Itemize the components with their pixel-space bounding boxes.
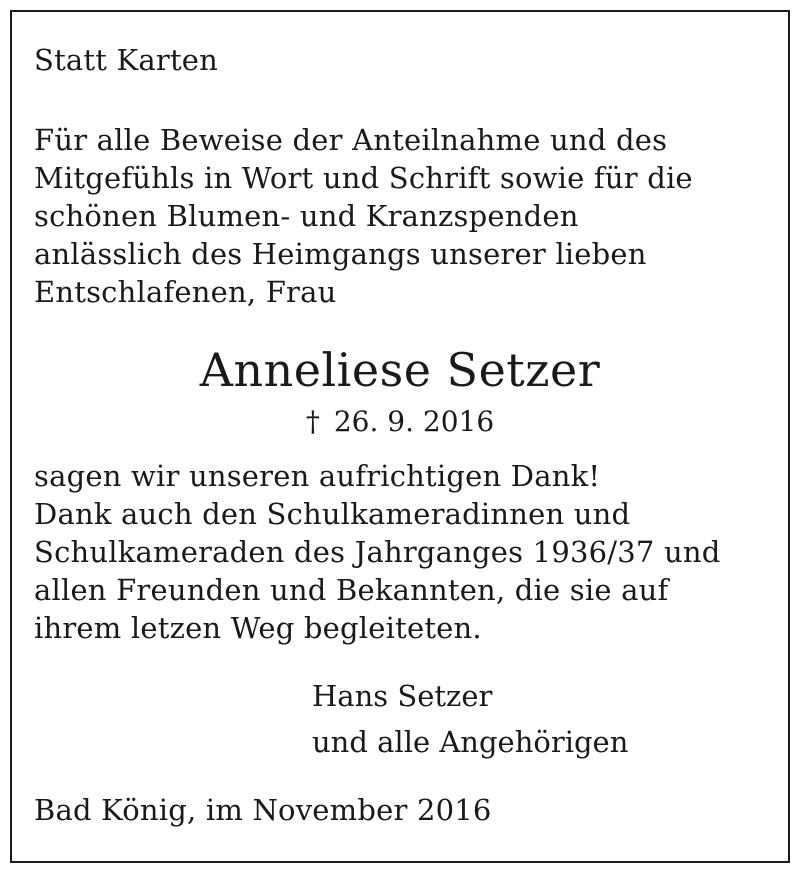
deceased-name: Anneliese Setzer [199,343,601,397]
thanks-line: allen Freunden und Bekannten, die sie auf [34,573,669,607]
notice-heading: Statt Karten [34,43,219,77]
obituary-notice [10,10,790,863]
thanks-line: Schulkameraden des Jahrganges 1936/37 und [34,535,721,569]
thanks-line: ihrem letzen Weg begleiteten. [34,611,482,645]
cross-icon: † [305,405,320,438]
place-date: Bad König, im November 2016 [34,793,492,827]
death-date-line [12,404,788,440]
thanks-line: sagen wir unseren aufrichtigen Dank! [34,459,601,493]
thanks-line: Dank auch den Schulkameradinnen und [34,497,631,531]
signature-family: und alle Angehörigen [312,725,629,759]
intro-line: anlässlich des Heimgangs unserer lieben [34,237,647,271]
death-date: 26. 9. 2016 [333,405,495,438]
intro-line: Entschlafenen, Frau [34,275,337,309]
intro-line: Für alle Beweise der Anteilnahme und des [34,123,668,157]
signature-name: Hans Setzer [312,679,493,713]
intro-line: Mitgefühls in Wort und Schrift sowie für die [34,161,693,195]
intro-line: schönen Blumen- und Kranzspenden [34,199,579,233]
